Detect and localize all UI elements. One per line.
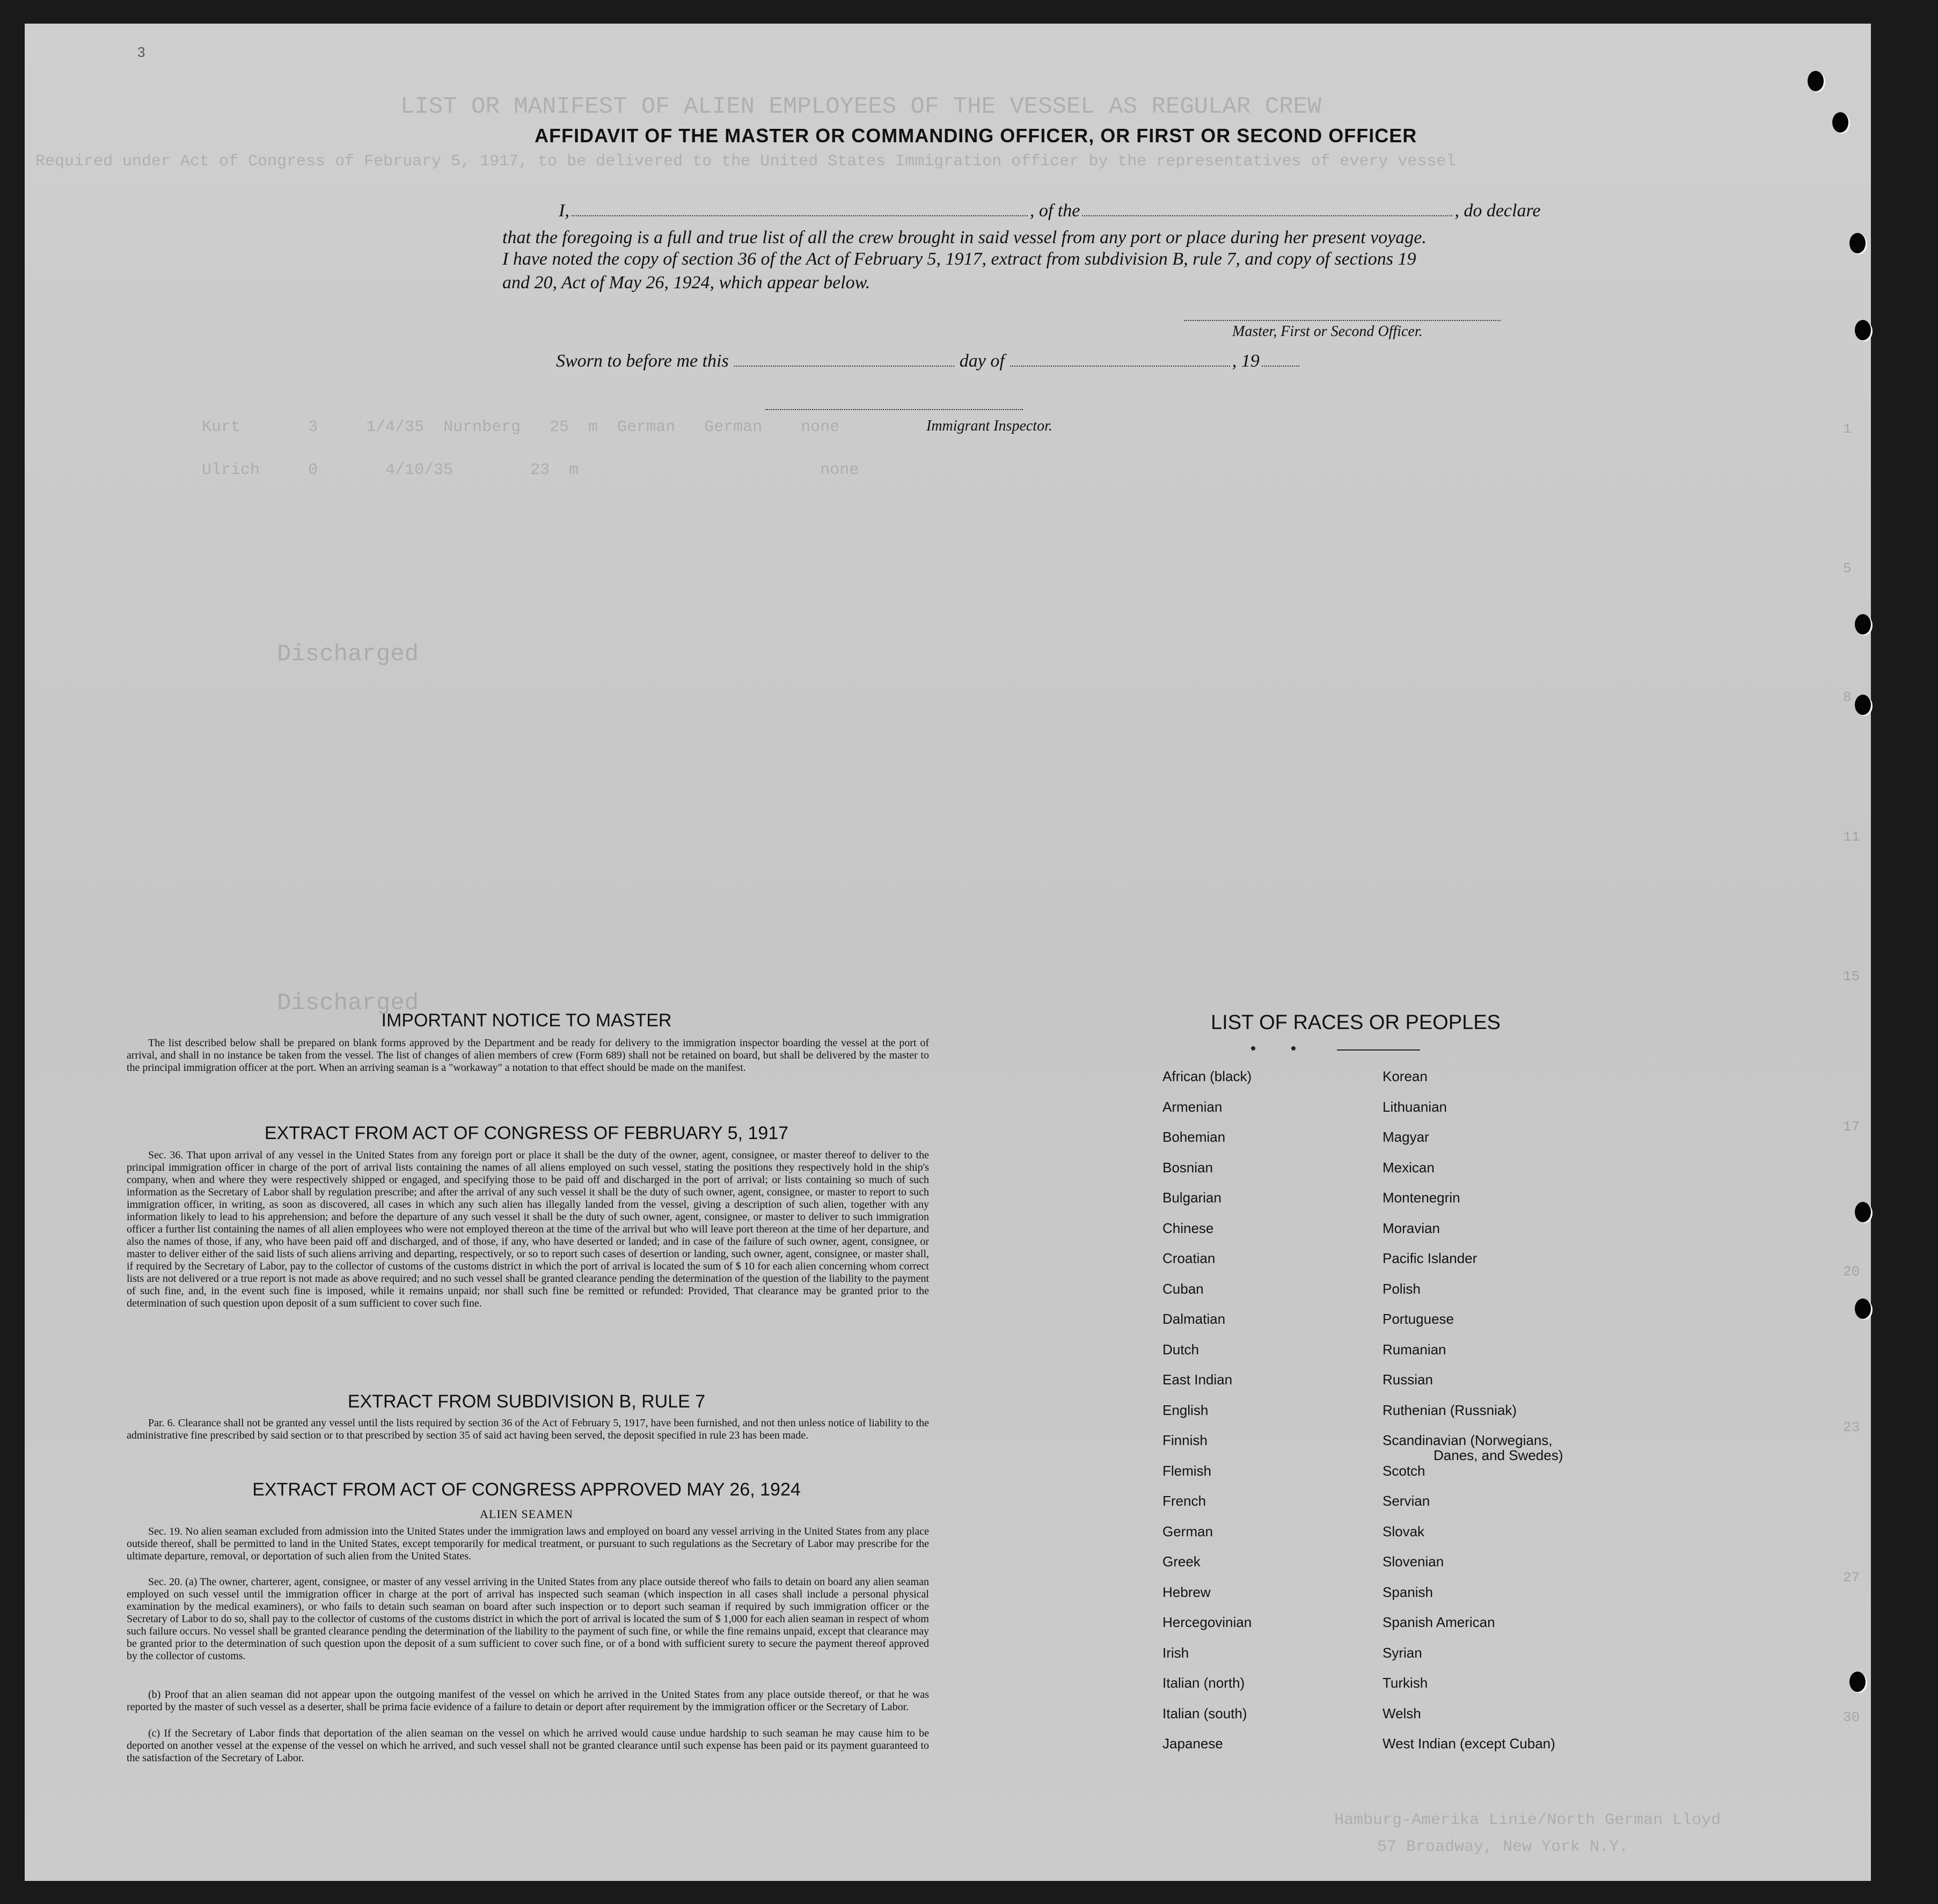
race-item: Italian (north)	[1162, 1675, 1245, 1691]
name-blank[interactable]	[572, 214, 1028, 216]
master-signature-line[interactable]	[1184, 319, 1501, 321]
race-item: Croatian	[1162, 1250, 1216, 1266]
bleed-through-row-number: 27	[1843, 1570, 1860, 1586]
race-item: Rumanian	[1383, 1341, 1446, 1358]
race-item: Japanese	[1162, 1735, 1223, 1752]
bleed-through-row-number: 5	[1843, 560, 1852, 577]
day-of-label: day of	[959, 351, 1005, 371]
race-item: Bosnian	[1162, 1159, 1213, 1176]
race-item: Pacific Islander	[1383, 1250, 1478, 1266]
binder-hole	[1855, 1298, 1871, 1319]
race-item: Lithuanian	[1383, 1099, 1447, 1115]
bleed-through-row-number: 8	[1843, 689, 1852, 705]
binder-hole	[1855, 695, 1871, 715]
affidavit-title: AFFIDAVIT OF THE MASTER OR COMMANDING OFFICER, OR FIRST OR SECOND OFFICER	[535, 125, 1417, 147]
extract-1917-text: Sec. 36. That upon arrival of any vessel in the United States from any foreign port or place it shall be the duty of the owner, agent, consignee, or master thereof to deliver to the principal immigration officer in charge of the port of arrival lists containing the names of all aliens employed on such vessel, stating the positions they respectively hold in the ship's company, when and where they were respectively shipped or engaged, and specifying those to be paid off and discharged in the port of arrival; or lists containing so much of such information as the Secretary of Labor shall by regulation prescribe; and after the arrival of any such vessel it shall be the duty of such owner, agent, consignee, or master to report to such immigration officer, in writing, as soon as discovered, all cases in which any such alien has illegally landed from the vessel, giving a description of such alien, together with any information likely to lead to his apprehension; and before the departure of any such vessel it shall be the duty of such owner, agent, consignee, or master to deliver to such immigration officer a further list containing the names of all alien employees who were not employed thereon at the time of the arrival but who will leave port thereon at the time of her departure, and also the names of those, if any, who have been paid off and discharged, and of those, if any, who have deserted or landed; and in case of the failure of such owner, agent, consignee, or master to deliver either of the said lists of such aliens arriving and departing, respectively, or so to report such cases of desertion or landing, such owner, agent, consignee, or master shall, if required by the Secretary of Labor, pay to the collector of customs of the customs district in which the port of arrival is located the sum of $ 10 for each alien concerning whom correct lists are not delivered or a true report is not made as above required; and no such vessel shall be granted clearance pending the determination of the question of the liability to the payment of such fine, and, in the event such fine is imposed, while it remains unpaid; nor shall such fine be remitted or refunded: Provided, That clearance may be granted prior to the determination of such question upon deposit of a sum sufficient to cover such fine.	[127, 1149, 929, 1309]
race-item: Dalmatian	[1162, 1311, 1226, 1327]
section-20b-text: (b) Proof that an alien seaman did not appear upon the outgoing manifest of the vessel on which he arrived in the United States from any place outside thereof, or that he was reported by the master of such vessel as a deserter, shall be prima facie evidence of a failure to detain or deport after requirement by the immigration officer or the Secretary of Labor.	[127, 1689, 929, 1713]
bleed-through-text: Kurt 3 1/4/35 Nurnberg 25 m German German none	[202, 418, 840, 436]
race-item: Servian	[1383, 1493, 1430, 1509]
race-item: English	[1162, 1402, 1209, 1418]
race-item: Portuguese	[1383, 1311, 1454, 1327]
bleed-through-row-number: 1	[1843, 421, 1852, 437]
race-item: Irish	[1162, 1645, 1189, 1661]
sworn-day-blank[interactable]	[734, 364, 954, 367]
sworn-month-blank[interactable]	[1010, 364, 1230, 367]
bleed-through-row-number: 30	[1843, 1709, 1860, 1725]
race-item: Scotch	[1383, 1463, 1425, 1479]
affidavit-line-3	[502, 249, 1544, 269]
race-item: East Indian	[1162, 1372, 1233, 1388]
race-item: Scandinavian (Norwegians,	[1383, 1432, 1553, 1448]
race-item: Welsh	[1383, 1705, 1421, 1721]
race-item: Ruthenian (Russniak)	[1383, 1402, 1517, 1418]
extract-1924-title: EXTRACT FROM ACT OF CONGRESS APPROVED MAY 26, 1924	[252, 1479, 801, 1500]
binder-hole	[1832, 112, 1848, 133]
alien-seamen-subtitle: ALIEN SEAMEN	[480, 1507, 573, 1521]
race-item: Greek	[1162, 1553, 1201, 1570]
binder-hole	[1849, 233, 1866, 253]
race-item: Flemish	[1162, 1463, 1212, 1479]
year-label: , 19	[1232, 351, 1260, 371]
affidavit-text-3: I have noted the copy of section 36 of the Act of February 5, 1917, extract from subdivision B, rule 7, and copy of sections 19	[502, 249, 1416, 269]
races-title: LIST OF RACES OR PEOPLES	[1211, 1011, 1501, 1034]
race-item: Cuban	[1162, 1281, 1204, 1297]
bleed-through-text: LIST OR MANIFEST OF ALIEN EMPLOYEES OF THE VESSEL AS REGULAR CREW	[400, 93, 1322, 120]
race-continuation: Danes, and Swedes)	[1434, 1447, 1563, 1463]
rule-7-title: EXTRACT FROM SUBDIVISION B, RULE 7	[347, 1391, 706, 1412]
race-item: Hercegovinian	[1162, 1614, 1252, 1630]
inspector-caption: Immigrant Inspector.	[926, 418, 1052, 434]
race-item: Moravian	[1383, 1220, 1440, 1236]
race-item: Chinese	[1162, 1220, 1214, 1236]
affidavit-do-declare: , do declare	[1454, 201, 1541, 221]
race-item: Dutch	[1162, 1341, 1199, 1358]
race-item: Spanish	[1383, 1584, 1433, 1600]
rule-7-text: Par. 6. Clearance shall not be granted any vessel until the lists required by section 36 of the Act of February 5, 1917, have been furnished, and not then unless notice of liability to the administrative fine prescribed by said section or to that prescribed by section 35 of said act having been served, the deposit specified in rule 23 has been made.	[127, 1417, 929, 1441]
affidavit-of-the: , of the	[1029, 201, 1080, 221]
race-item: Mexican	[1383, 1159, 1435, 1176]
affidavit-text-2: that the foregoing is a full and true list of all the crew brought in said vessel from any port or place during her present voyage.	[502, 228, 1427, 247]
race-item: Korean	[1383, 1068, 1428, 1084]
corner-mark: 3	[137, 44, 145, 60]
race-item: Hebrew	[1162, 1584, 1211, 1600]
binder-hole	[1855, 320, 1871, 340]
race-item: German	[1162, 1523, 1213, 1540]
binder-hole	[1808, 71, 1824, 91]
affidavit-line-4	[502, 273, 1544, 293]
race-item: Bulgarian	[1162, 1190, 1222, 1206]
race-item: Polish	[1383, 1281, 1421, 1297]
affidavit-line-1	[502, 201, 1544, 221]
notice-title: IMPORTANT NOTICE TO MASTER	[381, 1010, 672, 1031]
race-item: Slovenian	[1383, 1553, 1444, 1570]
section-20c-text: (c) If the Secretary of Labor finds that deportation of the alien seaman on the vessel on which he arrived would cause undue hardship to such seaman he may cause him to be deported on another vessel at the expense of the vessel on which he arrived, and such vessel shall not be granted clearance until such expense has been paid or its payment guaranteed to the satisfaction of the Secretary of Labor.	[127, 1727, 929, 1764]
race-item: Finnish	[1162, 1432, 1208, 1448]
section-19-text: Sec. 19. No alien seaman excluded from admission into the United States under the immigration laws and employed on board any vessel arriving in the United States from any place outside thereof, shall be permitted to land in the United States, except temporarily for medical treatment, or pursuant to such regulations as the Secretary of Labor may prescribe for the ultimate departure, removal, or deportation of such alien from the United States.	[127, 1526, 929, 1562]
bleed-through-row-number: 17	[1843, 1119, 1860, 1135]
race-item: Armenian	[1162, 1099, 1223, 1115]
inspector-signature-line[interactable]	[765, 408, 1023, 410]
race-item: West Indian (except Cuban)	[1383, 1735, 1555, 1752]
bleed-through-text: Required under Act of Congress of February 5, 1917, to be delivered to the United States Immigration officer by the representatives of every vessel	[35, 152, 1456, 171]
bleed-through-row-number: 11	[1843, 829, 1860, 845]
bleed-through-text: 57 Broadway, New York N.Y.	[1377, 1838, 1629, 1856]
race-item: Spanish American	[1383, 1614, 1495, 1630]
decorative-dot	[1291, 1046, 1296, 1051]
bleed-through-row-number: 23	[1843, 1419, 1860, 1435]
bleed-through-text: Discharged	[277, 641, 419, 668]
affidavit-line-2	[502, 228, 1544, 248]
bleed-through-text: Ulrich 0 4/10/35 23 m none	[202, 461, 859, 479]
sworn-line	[556, 351, 1597, 371]
binder-hole	[1855, 1202, 1871, 1222]
affidavit-text-4: and 20, Act of May 26, 1924, which appear below.	[502, 273, 871, 293]
bleed-through-row-number: 20	[1843, 1264, 1860, 1280]
race-item: Italian (south)	[1162, 1705, 1247, 1721]
sworn-label: Sworn to before me this	[556, 351, 729, 371]
affidavit-i-label: I,	[559, 201, 569, 221]
vessel-blank[interactable]	[1082, 214, 1452, 216]
bleed-through-row-number: 15	[1843, 968, 1860, 984]
race-item: Magyar	[1383, 1129, 1429, 1145]
decorative-dot	[1251, 1046, 1255, 1051]
race-item: Syrian	[1383, 1645, 1422, 1661]
race-item: Montenegrin	[1383, 1190, 1460, 1206]
race-item: Turkish	[1383, 1675, 1428, 1691]
binder-hole	[1855, 614, 1871, 634]
race-item: African (black)	[1162, 1068, 1252, 1084]
section-20a-text: Sec. 20. (a) The owner, charterer, agent, consignee, or master of any vessel arriving in the United States from any place outside thereof who fails to detain on board any alien seaman employed on such vessel until the immigration officer in charge at the port of arrival has inspected such seaman (which inspection in all cases shall include a personal physical examination by the medical examiners), or who fails to detain such seaman on board after such inspection or to deport such seaman if required by such immigration officer or the Secretary of Labor to do so, shall pay to the collector of customs of the customs district in which the port of arrival is located the sum of $ 1,000 for each alien seaman in respect of whom such failure occurs. No vessel shall be granted clearance pending the determination of the liability to the payment of such fine, or while the fine remains unpaid, except that clearance may be granted prior to the determination of such question upon the deposit of a sum sufficient to cover such fine, or of a bond with sufficient surety to secure the payment thereof approved by the collector of customs.	[127, 1576, 929, 1662]
bleed-through-text: Discharged	[277, 990, 419, 1017]
sworn-year-blank[interactable]	[1262, 364, 1299, 367]
bleed-through-text: Hamburg-Amerika Linie/North German Lloyd	[1334, 1811, 1721, 1829]
race-item: Bohemian	[1162, 1129, 1226, 1145]
master-caption: Master, First or Second Officer.	[1232, 323, 1423, 340]
race-item: Russian	[1383, 1372, 1433, 1388]
binder-hole	[1849, 1672, 1866, 1692]
notice-text: The list described below shall be prepared on blank forms approved by the Department and be ready for delivery to the immigration inspector boarding the vessel at the port of arrival, and shall in no instance be taken from the vessel. The list of changes of alien members of crew (Form 689) shall not be retained on board, but shall be delivered by the master to the principal immigration officer at the port. When an arriving seaman is a "workaway" a notation to that effect should be made on the manifest.	[127, 1037, 929, 1074]
manifest-sheet	[25, 24, 1871, 1881]
extract-1917-title: EXTRACT FROM ACT OF CONGRESS OF FEBRUARY 5, 1917	[264, 1123, 789, 1143]
decorative-rule	[1337, 1049, 1420, 1051]
race-item: French	[1162, 1493, 1206, 1509]
race-item: Slovak	[1383, 1523, 1425, 1540]
